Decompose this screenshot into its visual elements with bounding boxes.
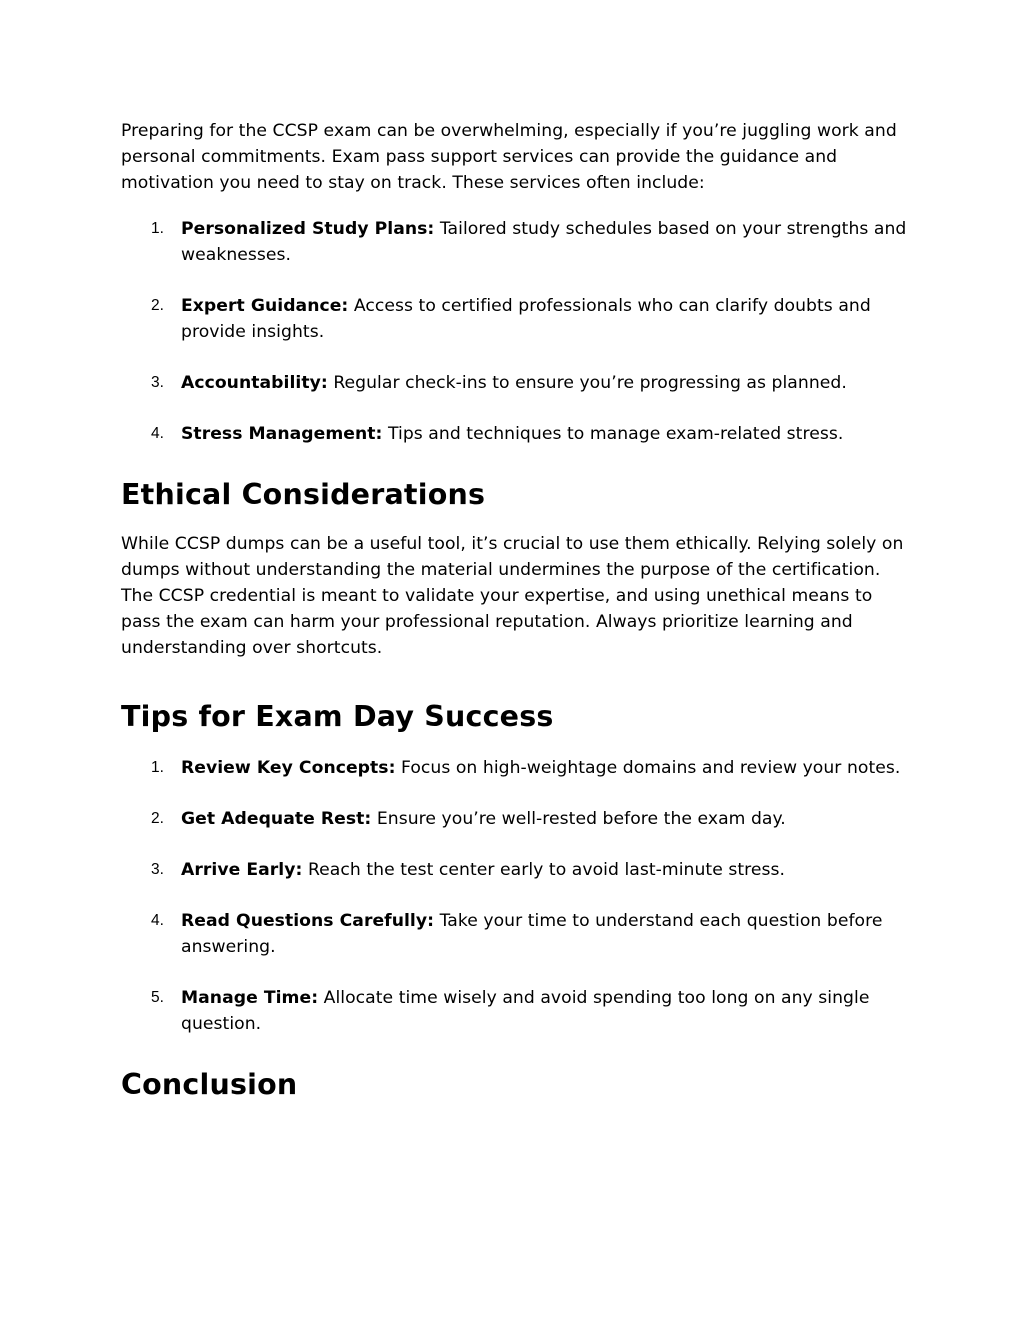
list-number: 4. bbox=[151, 425, 165, 442]
list-item bbox=[121, 755, 911, 781]
list-item bbox=[121, 908, 911, 960]
list-term: Expert Guidance: bbox=[181, 296, 349, 316]
list-text: Tailored study schedules based on your strengths and weaknesses. bbox=[181, 219, 907, 265]
list-term: Stress Management: bbox=[181, 424, 383, 444]
list-item bbox=[121, 806, 911, 832]
support-services-list bbox=[121, 216, 911, 447]
list-number: 2. bbox=[151, 810, 165, 827]
list-item bbox=[121, 293, 911, 345]
list-text: Reach the test center early to avoid last-minute stress. bbox=[307, 860, 786, 880]
list-term: Manage Time: bbox=[181, 988, 319, 1008]
ethical-paragraph: While CCSP dumps can be a useful tool, it’s crucial to use them ethically. Relying solely on dumps without understanding the material undermines the purpose of the certification. The CCSP credential is meant to validate your expertise, and using unethical means to pass the exam can harm your professional reputation. Always prioritize learning and understanding over shortcuts. bbox=[121, 534, 904, 658]
exam-day-tips-list bbox=[121, 755, 911, 1037]
document-page bbox=[121, 118, 911, 1103]
list-item bbox=[121, 421, 911, 447]
list-term: Accountability: bbox=[181, 373, 328, 393]
exam-day-tips-heading: Tips for Exam Day Success bbox=[121, 700, 554, 733]
list-text: Access to certified professionals who can clarify doubts and provide insights. bbox=[181, 296, 871, 342]
list-term: Review Key Concepts: bbox=[181, 758, 396, 778]
list-number: 3. bbox=[151, 374, 165, 391]
list-number: 1. bbox=[151, 220, 165, 237]
list-text: Allocate time wisely and avoid spending too long on any single question. bbox=[181, 988, 870, 1034]
list-item bbox=[121, 857, 911, 883]
list-item bbox=[121, 985, 911, 1037]
list-number: 2. bbox=[151, 297, 165, 314]
list-number: 5. bbox=[151, 989, 165, 1006]
intro-paragraph: Preparing for the CCSP exam can be overwhelming, especially if you’re juggling work and personal commitments. Exam pass support services can provide the guidance and motivation you need to stay on track. These services often include: bbox=[121, 121, 897, 193]
conclusion-heading: Conclusion bbox=[121, 1068, 298, 1101]
list-text: Take your time to understand each question before answering. bbox=[181, 911, 883, 957]
list-number: 1. bbox=[151, 759, 165, 776]
list-item bbox=[121, 370, 911, 396]
list-term: Read Questions Carefully: bbox=[181, 911, 435, 931]
list-text: Tips and techniques to manage exam-related stress. bbox=[387, 424, 844, 444]
list-text: Regular check-ins to ensure you’re progressing as planned. bbox=[333, 373, 847, 393]
ethical-considerations-heading: Ethical Considerations bbox=[121, 478, 486, 511]
list-number: 3. bbox=[151, 861, 165, 878]
list-text: Ensure you’re well-rested before the exam day. bbox=[376, 809, 786, 829]
list-text: Focus on high-weightage domains and review your notes. bbox=[401, 758, 901, 778]
list-term: Personalized Study Plans: bbox=[181, 219, 435, 239]
list-number: 4. bbox=[151, 912, 165, 929]
list-term: Get Adequate Rest: bbox=[181, 809, 372, 829]
list-item bbox=[121, 216, 911, 268]
list-term: Arrive Early: bbox=[181, 860, 303, 880]
